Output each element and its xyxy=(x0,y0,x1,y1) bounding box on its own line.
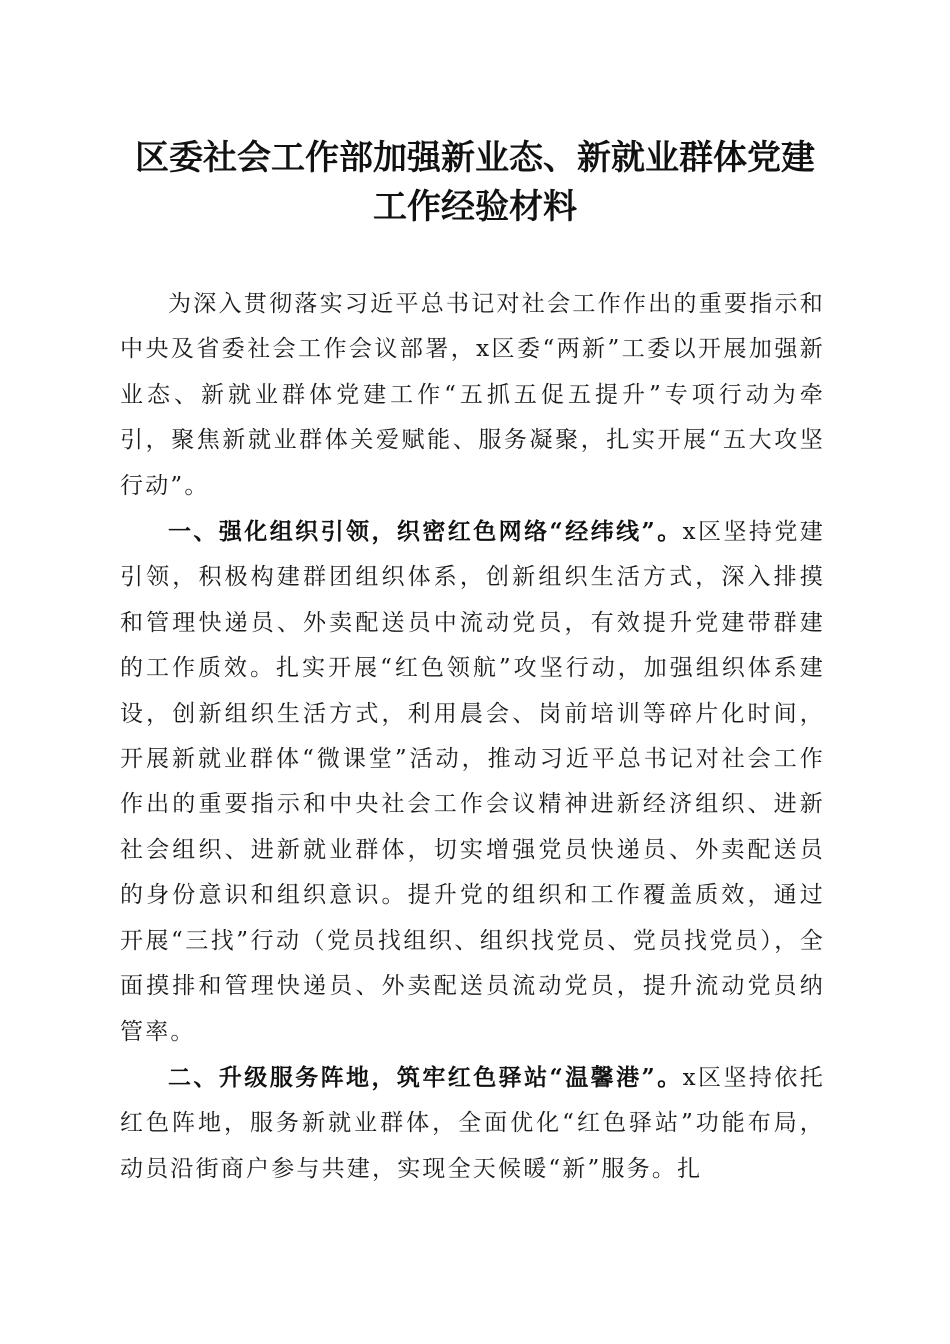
section-one-heading: 一、强化组织引领，织密红色网络“经纬线”。 xyxy=(168,518,683,546)
section-one-paragraph xyxy=(120,509,825,1055)
document-title xyxy=(100,134,850,232)
section-one-text: x区坚持党建引领，积极构建群团组织体系，创新组织生活方式，深入排摸和管理快递员、外卖配送员中流动党员，有效提升党建带群建的工作质效。扎实开展“红色领航”攻坚行动，加强组织体系建设，创新组织生活方式，利用晨会、岗前培训等碎片化时间，开展新就业群体“微课堂”活动，推动习近平总书记对社会工作作出的重要指示和中央社会工作会议精神进新经济组织、进新社会组织、进新就业群体，切实增强党员快递员、外卖配送员的身份意识和组织意识。提升党的组织和工作覆盖质效，通过开展“三找”行动（党员找组织、组织找党员、党员找党员），全面摸排和管理快递员、外卖配送员流动党员，提升流动党员纳管率。 xyxy=(120,519,825,1045)
section-two-heading: 二、升级服务阵地，筑牢红色驿站“温馨港”。 xyxy=(168,1063,683,1091)
intro-paragraph xyxy=(120,282,825,509)
document-body xyxy=(120,282,825,1192)
title-line-1: 区委社会工作部加强新业态、新就业群体党建 xyxy=(135,138,815,178)
title-line-2: 工作经验材料 xyxy=(373,187,577,227)
section-two-text: x区坚持依托红色阵地，服务新就业群体，全面优化“红色驿站”功能布局，动员沿街商户参与共建，实现全天候暖“新”服务。扎 xyxy=(120,1064,825,1182)
section-two-paragraph xyxy=(120,1055,825,1192)
intro-paragraph-text: 为深入贯彻落实习近平总书记对社会工作作出的重要指示和中央及省委社会工作会议部署，x区委“两新”工委以开展加强新业态、新就业群体党建工作“五抓五促五提升”专项行动为牵引，聚焦新就业群体关爱赋能、服务凝聚，扎实开展“五大攻坚行动”。 xyxy=(120,291,825,499)
